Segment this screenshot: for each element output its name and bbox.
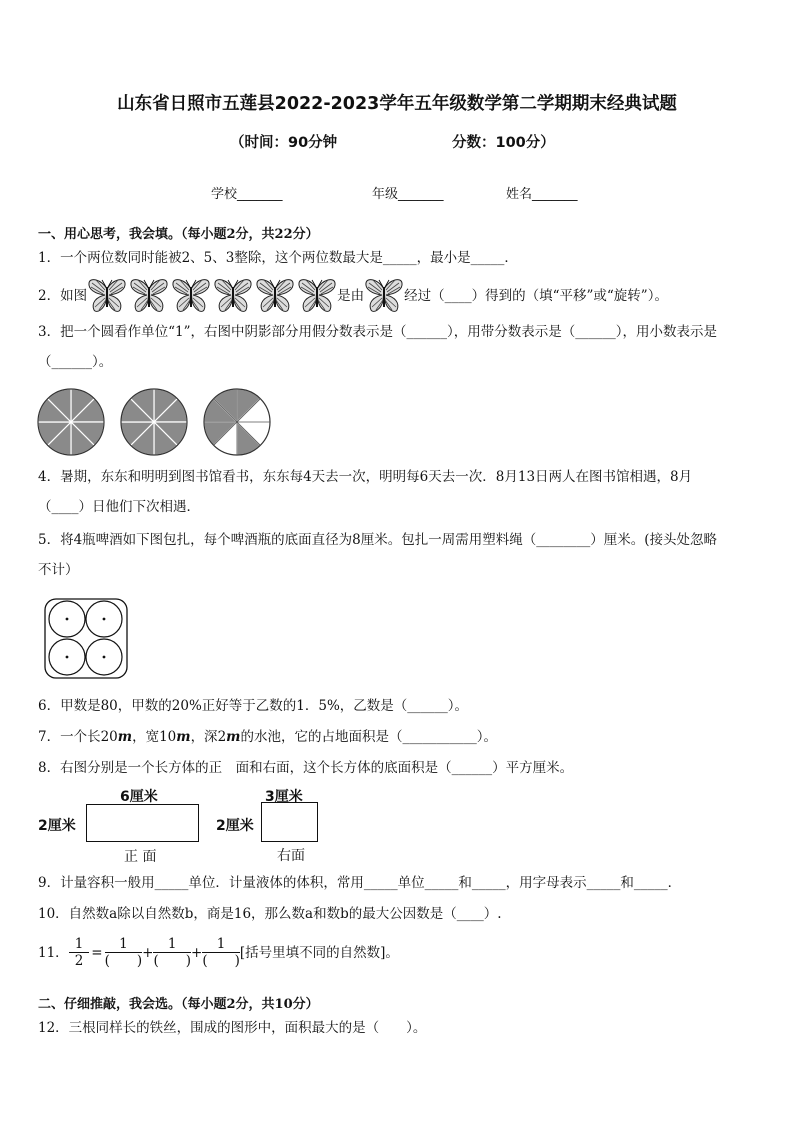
- bundle-rope: [45, 599, 127, 678]
- page-title: 山东省日照市五莲县2022-2023学年五年级数学第二学期期末经典试题: [117, 94, 677, 114]
- question-3-line-1: 3．把一个圆看作单位“1”，右图中阴影部分用假分数表示是（______），用带分数表示是（______），用小数表示是: [38, 324, 717, 340]
- q7-text-d: 的水池，它的占地面积是（___________）。: [240, 729, 497, 745]
- question-2-suffix: 经过（____）得到的（填“平移”或“旋转”）。: [404, 288, 668, 304]
- butterfly-single: [364, 277, 404, 315]
- question-4-line-2: （____）日他们下次相遇．: [38, 499, 200, 515]
- q7-text-b: ，宽: [132, 729, 160, 745]
- butterfly-row: [87, 277, 337, 315]
- question-5-line-1: 5．将4瓶啤酒如下图包扎，每个啤酒瓶的底面直径为8厘米。包扎一周需用塑料绳（________）厘米。(接头处忽略: [38, 532, 718, 548]
- front-height-label: 2厘米: [38, 818, 76, 834]
- circle-center-dot: [66, 656, 69, 659]
- question-5-line-2: 不计）: [38, 562, 79, 578]
- butterfly-icon: [297, 277, 337, 315]
- numerator: 1: [69, 936, 90, 953]
- numerator: 1: [105, 936, 143, 953]
- front-width-label: 6厘米: [120, 789, 158, 805]
- numerator: 1: [202, 936, 240, 953]
- circle-center-dot: [66, 618, 69, 621]
- question-3-line-2: （______）。: [38, 354, 113, 370]
- exam-time: （时间：90分钟: [230, 135, 338, 151]
- q11-plus: +: [191, 944, 203, 961]
- question-1: 1．一个两位数同时能被2、5、3整除，这个两位数最大是_____，最小是_____．: [38, 250, 518, 266]
- name-field: 姓名_______: [506, 187, 578, 202]
- q7-length: 20: [100, 729, 118, 745]
- bottle-bundle-figure: [42, 596, 132, 682]
- question-7: [38, 728, 497, 746]
- right-face-caption: 右面: [277, 848, 305, 864]
- butterfly-icon: [87, 277, 127, 315]
- q11-suffix: [括号里填不同的自然数]。: [239, 944, 399, 961]
- front-face-rect: [86, 804, 199, 842]
- q11-term-3: [202, 936, 240, 969]
- q11-lhs-fraction: [69, 936, 90, 969]
- butterfly-icon: [255, 277, 295, 315]
- question-2-mid: 是由: [337, 288, 365, 304]
- question-10: 10．自然数a除以自然数b，商是16，那么数a和数b的最大公因数是（____）.: [38, 906, 502, 922]
- q11-term-2: [153, 936, 191, 969]
- question-2-prefix: 2．如图: [38, 288, 88, 304]
- q11-term-1: [105, 936, 143, 969]
- circle-center-dot: [103, 656, 106, 659]
- q11-equals: =: [91, 944, 103, 961]
- grade-field: 年级_______: [372, 187, 444, 202]
- circle-center-dot: [103, 618, 106, 621]
- exam-score: 分数：100分）: [452, 135, 555, 151]
- q7-unit: m: [226, 729, 241, 745]
- q11-number: 11．: [38, 944, 69, 961]
- section-1-heading: 一、用心思考，我会填。（每小题2分，共22分）: [38, 227, 319, 242]
- denominator: 2: [74, 953, 84, 969]
- butterfly-icon: [213, 277, 253, 315]
- butterfly-icon: [171, 277, 211, 315]
- right-height-label: 2厘米: [216, 818, 254, 834]
- q7-unit: m: [176, 729, 191, 745]
- q7-depth: 2: [217, 729, 227, 745]
- numerator: 1: [153, 936, 191, 953]
- butterfly-icon: [364, 277, 404, 315]
- section-2-heading: 二、仔细推敲，我会选。（每小题2分，共10分）: [38, 997, 319, 1012]
- q7-unit: m: [117, 729, 133, 745]
- question-12: 12．三根同样长的铁丝，围成的图形中，面积最大的是（ ）。: [38, 1020, 427, 1036]
- question-6: 6．甲数是80，甲数的20%正好等于乙数的1．5%，乙数是（______）。: [38, 698, 469, 714]
- question-11: [38, 936, 399, 969]
- denominator-blank: ( ): [153, 953, 191, 969]
- question-2: [38, 276, 668, 316]
- question-8: 8．右图分别是一个长方体的正 面和右面，这个长方体的底面积是（______）平方厘米。: [38, 760, 574, 776]
- front-face-caption: 正 面: [124, 849, 157, 865]
- right-face-rect: [261, 802, 318, 842]
- question-4-line-1: 4．暑期，东东和明明到图书馆看书，东东每4天去一次，明明每6天去一次．8月13日两人在图书馆相遇，8月: [38, 469, 693, 485]
- right-width-label: 3厘米: [265, 789, 303, 805]
- q7-width: 10: [159, 729, 177, 745]
- denominator-blank: ( ): [104, 953, 143, 969]
- school-field: 学校_______: [211, 187, 283, 202]
- question-9: 9．计量容积一般用_____单位．计量液体的体积，常用_____单位_____和_____，用字母表示_____和_____．: [38, 875, 682, 891]
- butterfly-icon: [129, 277, 169, 315]
- q11-plus: +: [142, 944, 154, 961]
- q7-text-a: 7．一个长: [38, 729, 101, 745]
- fraction-circles-figure: [36, 386, 276, 460]
- q7-text-c: ，深: [190, 729, 218, 745]
- denominator-blank: ( ): [202, 953, 240, 969]
